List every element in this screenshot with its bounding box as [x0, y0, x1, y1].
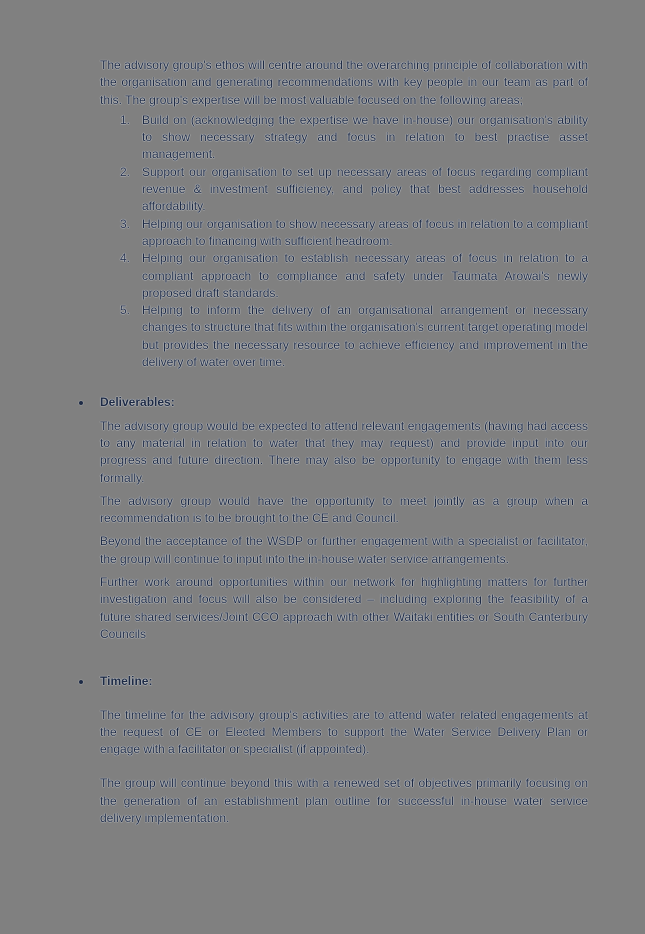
focus-area-text: Helping our organisation to establish necessary areas of focus in relation to a compliant approach to compliance and safety under Taumata Arowai's newly proposed draft standards. — [142, 251, 588, 300]
deliverables-paragraph: Beyond the acceptance of the WSDP or further engagement with a specialist or facilitator, the group will continue to input into the in-house water service arrangements. — [100, 534, 588, 566]
list-number: 2. — [120, 164, 131, 179]
focus-area-text: Support our organisation to set up necessary areas of focus regarding compliant revenue & investment sufficiency, and policy that best addresses household affordability. — [142, 164, 588, 214]
list-number: 5. — [120, 303, 131, 318]
timeline-heading: Timeline: — [100, 674, 153, 689]
document-page — [100, 57, 588, 827]
focus-area-item — [120, 164, 588, 216]
intro-paragraph: The advisory group's ethos will centre around the overarching principle of collaboration with the organisation and generating recommendations with key people in our team as part of this. The group's expertise will be most valuable focused on the following areas; — [100, 58, 588, 107]
focus-areas-list — [120, 112, 588, 371]
focus-area-item — [120, 216, 588, 251]
deliverables-section — [100, 394, 588, 643]
focus-area-text: Helping to inform the delivery of an organisational arrangement or necessary changes to structure that fits within the organisation's current target operating model but provides the necessary resource to achieve efficiency and improvement in the delivery of water over time. — [142, 303, 588, 370]
timeline-section — [100, 673, 588, 827]
focus-area-text: Build on (acknowledging the expertise we have in-house) our organisation's ability to show necessary strategy and focus in relation to best practise asset management. — [142, 112, 588, 162]
focus-area-item — [120, 250, 588, 302]
focus-area-item — [120, 302, 588, 371]
deliverables-heading: Deliverables: — [100, 395, 175, 410]
bullet-icon — [79, 401, 83, 405]
list-number: 1. — [120, 112, 131, 127]
timeline-paragraph: The group will continue beyond this with a renewed set of objectives primarily focusing on the generation of an establishment plan outline for successful in-house water service delivery implementation. — [100, 776, 588, 825]
timeline-paragraph: The timeline for the advisory group's activities are to attend water related engagements at the request of CE or Elected Members to support the Water Service Delivery Plan or engage with a facilitator or specialist (if appointed). — [100, 707, 588, 757]
focus-area-item — [120, 112, 588, 164]
list-number: 3. — [120, 216, 131, 231]
deliverables-paragraph: Further work around opportunities within our network for highlighting matters for further investigation and focus will also be considered – including exploring the feasibility of a future shared services/Joint CCO approach with other Waitaki entities or South Canterbury Councils — [100, 575, 588, 641]
focus-area-text: Helping our organisation to show necessary areas of focus in relation to a compliant approach to financing with sufficient headroom. — [142, 216, 588, 248]
deliverables-paragraph: The advisory group would be expected to attend relevant engagements (having had access to any material in relation to water that they may request) and provide input into our progress and future direction. There may also be opportunity to engage with them less formally. — [100, 418, 588, 485]
deliverables-paragraph: The advisory group would have the opportunity to meet jointly as a group when a recommendation is to be brought to the CE and Council. — [100, 493, 588, 526]
list-number: 4. — [120, 251, 131, 266]
bullet-icon — [79, 680, 83, 684]
